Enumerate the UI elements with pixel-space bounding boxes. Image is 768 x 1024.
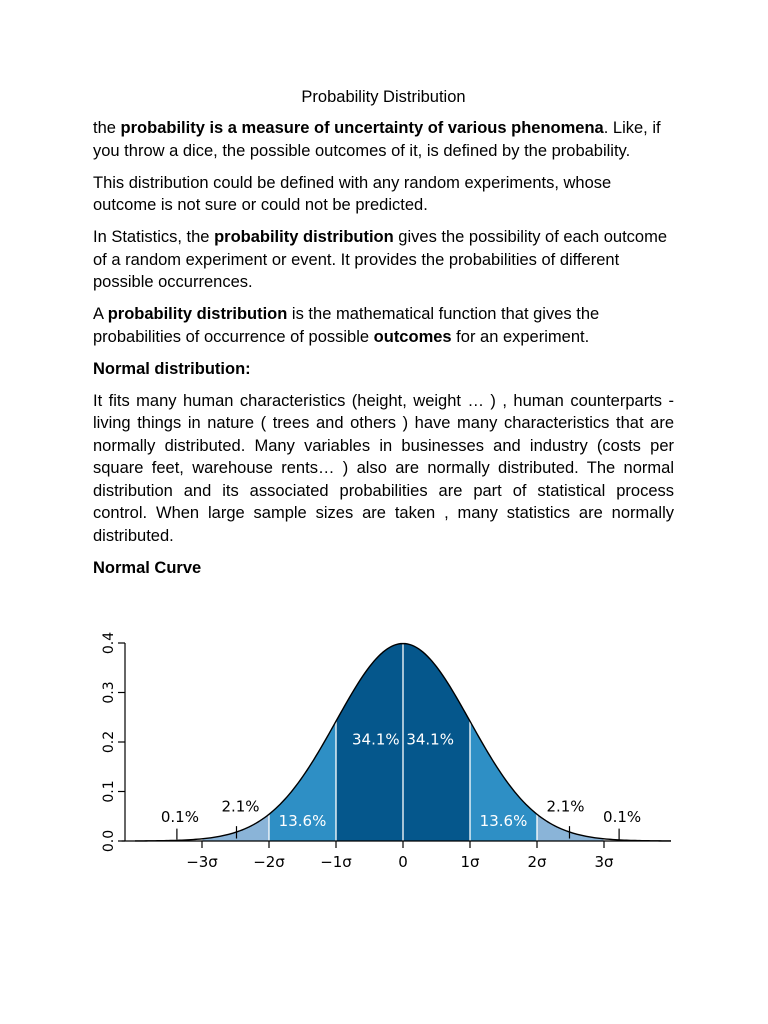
y-tick-label: 0.2 xyxy=(101,730,117,754)
document-body xyxy=(93,86,674,589)
y-tick-label: 0.3 xyxy=(101,681,117,704)
y-tick-label: 0.1 xyxy=(101,780,117,803)
x-tick-label: 1σ xyxy=(460,853,480,871)
bold-phrase: probability distribution xyxy=(107,305,288,323)
x-tick-label: 0 xyxy=(398,853,408,871)
normal-curve-chart xyxy=(93,620,683,880)
band-percent-label: 34.1% xyxy=(406,730,454,749)
page-title: Probability Distribution xyxy=(301,88,466,106)
text-run: is the mathematical function that gives the probabilities of occurrence of possible xyxy=(93,305,600,346)
x-tick-label: −2σ xyxy=(253,853,285,871)
normal-distribution-paragraph: It fits many human characteristics (height, weight … ) , human counterparts - living things in nature ( trees and others ) have many characteristics that are normally distributed. Many variables in businesses and industry (costs per square feet, warehouse rents… ) also are normally distributed. The normal distribution and its associated probabilities are part of statistical process control. When large sample sizes are taken , many statistics are normally distributed. xyxy=(93,391,674,545)
tail-percent-label: 0.1% xyxy=(603,808,642,827)
band-percent-label: 2.1% xyxy=(221,797,260,816)
text-run: gives the possibility of each outcome of a random experiment or event. It provides the probabilities of different possible occurrences. xyxy=(93,228,668,291)
x-tick-label: −3σ xyxy=(186,853,218,871)
paragraph-3 xyxy=(93,226,674,294)
y-tick-label: 0.4 xyxy=(101,631,117,655)
intro-paragraphs xyxy=(93,117,674,348)
paragraph-2 xyxy=(93,172,674,217)
text-run: . Like, if you throw a dice, the possible outcomes of it, is defined by the probability. xyxy=(93,119,661,160)
text-run: This distribution could be defined with any random experiments, whose outcome is not sure or could not be predicted. xyxy=(93,173,612,214)
text-run: A xyxy=(93,305,108,323)
text-run: In Statistics, the xyxy=(93,228,215,246)
paragraph-1 xyxy=(93,117,674,162)
bold-phrase: probability is a measure of uncertainty of various phenomena xyxy=(120,119,604,137)
normal-curve-heading: Normal Curve xyxy=(93,558,202,577)
paragraph-4 xyxy=(93,303,674,348)
x-tick-label: 3σ xyxy=(594,853,614,871)
normal-distribution-heading: Normal distribution: xyxy=(93,359,251,378)
band-percent-label: 34.1% xyxy=(352,730,400,749)
band-percent-label: 13.6% xyxy=(278,812,327,831)
tail-percent-label: 0.1% xyxy=(160,808,199,827)
band-percent-label: 13.6% xyxy=(479,812,528,831)
text-run: for an experiment. xyxy=(451,327,590,346)
bold-phrase: outcomes xyxy=(373,327,452,346)
band-percent-label: 2.1% xyxy=(546,797,585,816)
y-tick-label: 0.0 xyxy=(101,829,117,853)
text-run: the xyxy=(93,119,121,137)
x-tick-label: −1σ xyxy=(320,853,352,871)
bold-phrase: probability distribution xyxy=(214,228,394,246)
x-tick-label: 2σ xyxy=(527,853,547,871)
